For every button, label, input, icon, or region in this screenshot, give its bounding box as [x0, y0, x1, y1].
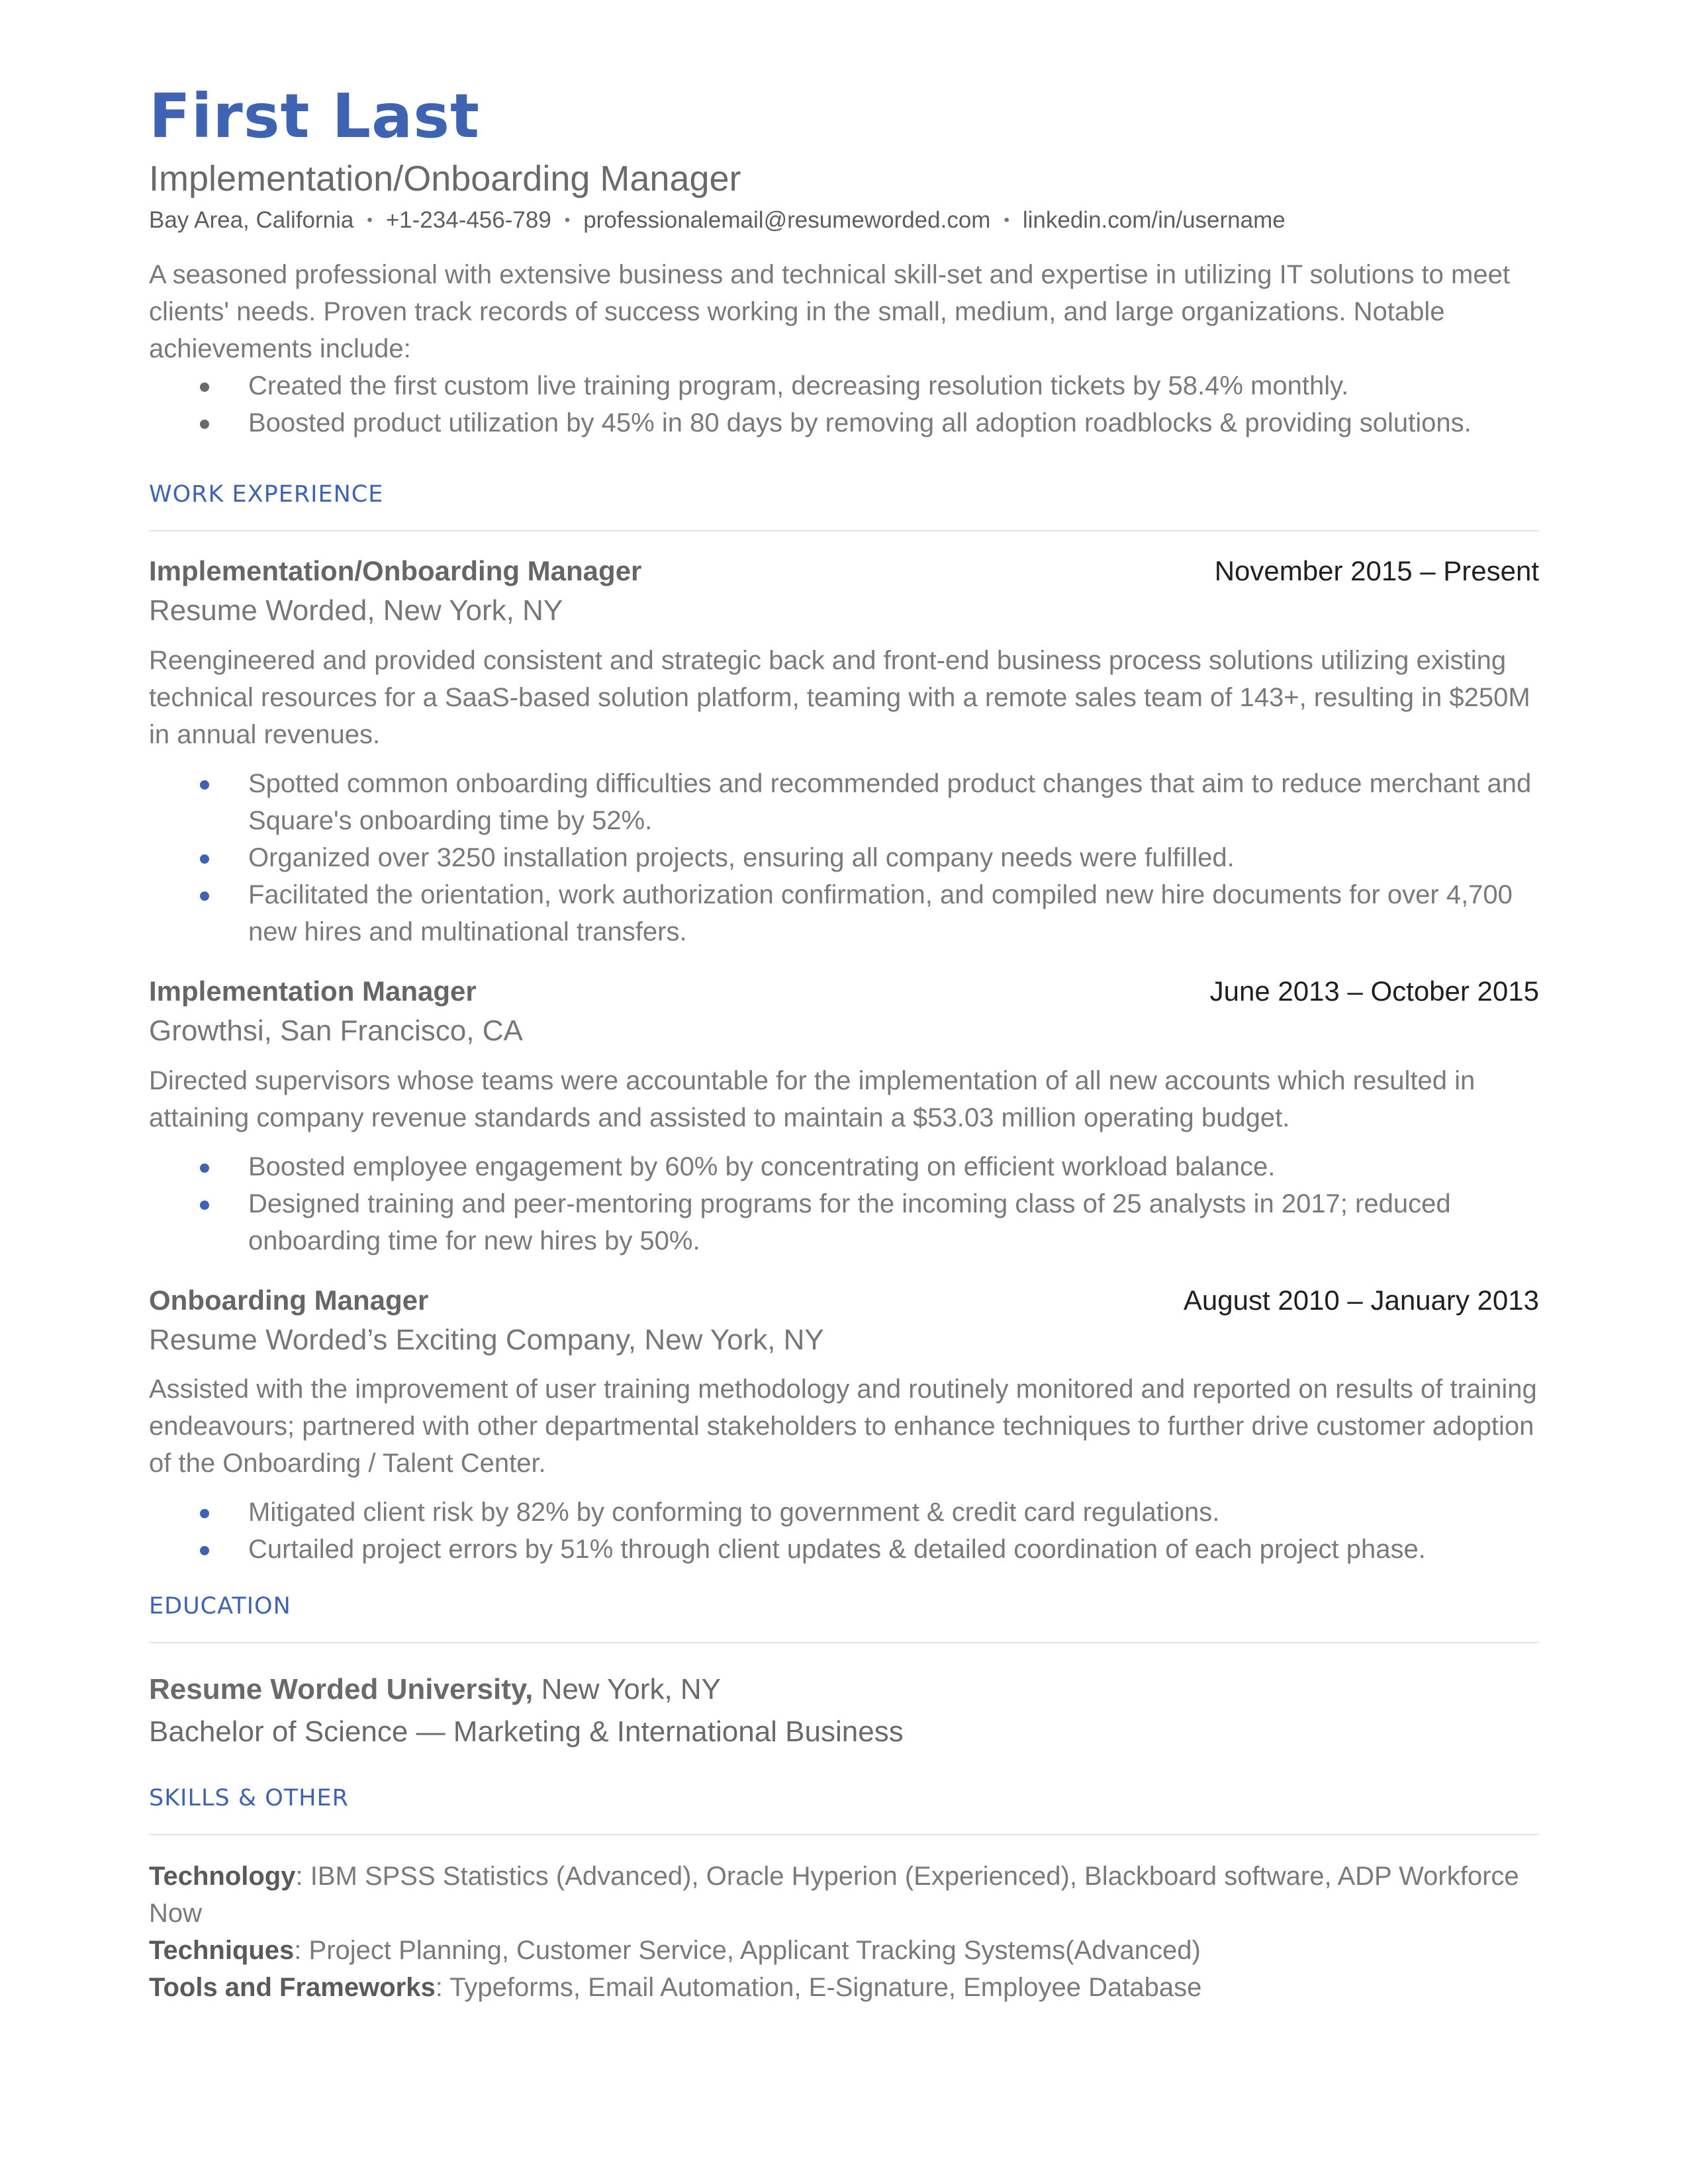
education-school-line — [149, 1668, 1539, 1711]
bullet-text: Designed training and peer-mentoring programs for the incoming class of 25 analysts in 2017; reduced onboarding time for new hires by 50%. — [248, 1189, 1451, 1255]
list-item — [149, 1531, 1539, 1568]
list-item — [149, 1185, 1539, 1259]
contact-line — [149, 207, 1539, 234]
section-heading-skills: SKILLS & OTHER — [149, 1785, 1539, 1835]
job-bullets — [149, 1494, 1539, 1568]
skills-list — [149, 1858, 1539, 2006]
bullet-icon — [200, 1509, 209, 1518]
job-dates: June 2013 – October 2015 — [1209, 975, 1539, 1007]
job-role: Implementation/Onboarding Manager — [149, 555, 642, 586]
education-location: New York, NY — [541, 1673, 722, 1706]
job-description: Reengineered and provided consistent and strategic back and front-end business process solutions utilizing existing technical resources for a SaaS-based solution platform, teaming with a remote sales team of 143+, resulting in $250M in annual revenues. — [149, 645, 1530, 749]
bullet-icon — [200, 1201, 209, 1210]
job-company: Resume Worded, New York, NY — [149, 594, 563, 627]
job-entry — [149, 976, 1539, 1259]
list-item — [149, 765, 1539, 839]
skill-value: : IBM SPSS Statistics (Advanced), Oracle Hyperion (Experienced), Blackboard software, ADP Workforce Now — [149, 1862, 1519, 1929]
job-dates: August 2010 – January 2013 — [1183, 1284, 1539, 1316]
list-item — [149, 1494, 1539, 1531]
job-company: Growthsi, San Francisco, CA — [149, 1014, 523, 1047]
resume-content — [149, 83, 1539, 2006]
job-description: Directed supervisors whose teams were accountable for the implementation of all new accounts which resulted in attaining company revenue standards and assisted to maintain a $53.03 million operating budget. — [149, 1066, 1476, 1132]
candidate-title: Implementation/Onboarding Manager — [149, 159, 741, 199]
contact-email: professionalemail@resumeworded.com — [583, 206, 991, 233]
contact-separator: • — [1004, 210, 1009, 229]
skill-label: Technology — [149, 1862, 296, 1891]
contact-location: Bay Area, California — [149, 206, 354, 233]
education-school: Resume Worded University, — [149, 1673, 534, 1706]
education-degree: Bachelor of Science — Marketing & International Business — [149, 1715, 904, 1749]
section-heading-education: EDUCATION — [149, 1593, 1539, 1643]
bullet-icon — [200, 1163, 209, 1173]
skill-label: Tools and Frameworks — [149, 1973, 436, 2003]
job-header — [149, 1285, 1539, 1316]
bullet-icon — [200, 1546, 209, 1555]
job-bullets — [149, 765, 1539, 950]
section-heading-work: WORK EXPERIENCE — [149, 481, 1539, 531]
job-dates: November 2015 – Present — [1214, 555, 1539, 586]
summary-text: A seasoned professional with extensive business and technical skill-set and expertise in utilizing IT solutions to meet clients' needs. Proven track records of success working in the small, medium, and large organizations. Notable achievements include: — [149, 259, 1510, 363]
list-item — [149, 876, 1539, 950]
skill-value: : Typeforms, Email Automation, E-Signature, Employee Database — [435, 1973, 1202, 2003]
skill-label: Techniques — [149, 1936, 295, 1966]
bullet-text: Curtailed project errors by 51% through client updates & detailed coordination of each project phase. — [248, 1535, 1426, 1565]
skill-value: : Project Planning, Customer Service, Applicant Tracking Systems(Advanced) — [294, 1936, 1201, 1966]
bullet-text: Boosted employee engagement by 60% by concentrating on efficient workload balance. — [248, 1152, 1276, 1181]
contact-separator: • — [564, 210, 571, 229]
contact-separator: • — [367, 210, 373, 229]
list-item — [149, 1148, 1539, 1185]
skill-row — [149, 1932, 1539, 1969]
job-entry — [149, 1285, 1539, 1569]
bullet-icon — [200, 891, 209, 901]
bullet-icon — [200, 420, 209, 429]
bullet-text: Facilitated the orientation, work authorization confirmation, and compiled new hire documents for over 4,700 new hires and multinational transfers. — [248, 880, 1513, 946]
list-item — [149, 367, 1539, 404]
bullet-icon — [200, 854, 209, 864]
candidate-name: First Last — [149, 81, 480, 152]
bullet-text: Organized over 3250 installation projects, ensuring all company needs were fulfilled. — [248, 842, 1235, 872]
bullet-text: Boosted product utilization by 45% in 80 days by removing all adoption roadblocks & providing solutions. — [248, 408, 1472, 437]
list-item — [149, 404, 1539, 441]
job-description: Assisted with the improvement of user training methodology and routinely monitored and reported on results of training endeavours; partnered with other departmental stakeholders to enhance techniques to further drive customer adoption of the Onboarding / Talent Center. — [149, 1375, 1537, 1479]
job-role: Onboarding Manager — [149, 1284, 429, 1316]
skill-row — [149, 1969, 1539, 2006]
bullet-text: Spotted common onboarding difficulties and recommended product changes that aim to reduce merchant and Square's onboarding time by 52%. — [248, 768, 1532, 835]
job-role: Implementation Manager — [149, 975, 477, 1007]
skill-row — [149, 1858, 1539, 1932]
job-entry — [149, 555, 1539, 950]
job-header — [149, 976, 1539, 1007]
list-item — [149, 839, 1539, 876]
bullet-text: Created the first custom live training program, decreasing resolution tickets by 58.4% monthly. — [248, 371, 1349, 400]
job-bullets — [149, 1148, 1539, 1259]
job-header — [149, 555, 1539, 587]
job-company: Resume Worded’s Exciting Company, New York, NY — [149, 1323, 824, 1356]
bullet-text: Mitigated client risk by 82% by conforming to government & credit card regulations. — [248, 1498, 1220, 1527]
bullet-icon — [200, 780, 209, 790]
contact-phone: +1-234-456-789 — [385, 206, 551, 233]
summary-bullets — [149, 367, 1539, 441]
education-entry — [149, 1668, 1539, 1753]
bullet-icon — [200, 383, 209, 392]
contact-linkedin: linkedin.com/in/username — [1022, 206, 1286, 233]
